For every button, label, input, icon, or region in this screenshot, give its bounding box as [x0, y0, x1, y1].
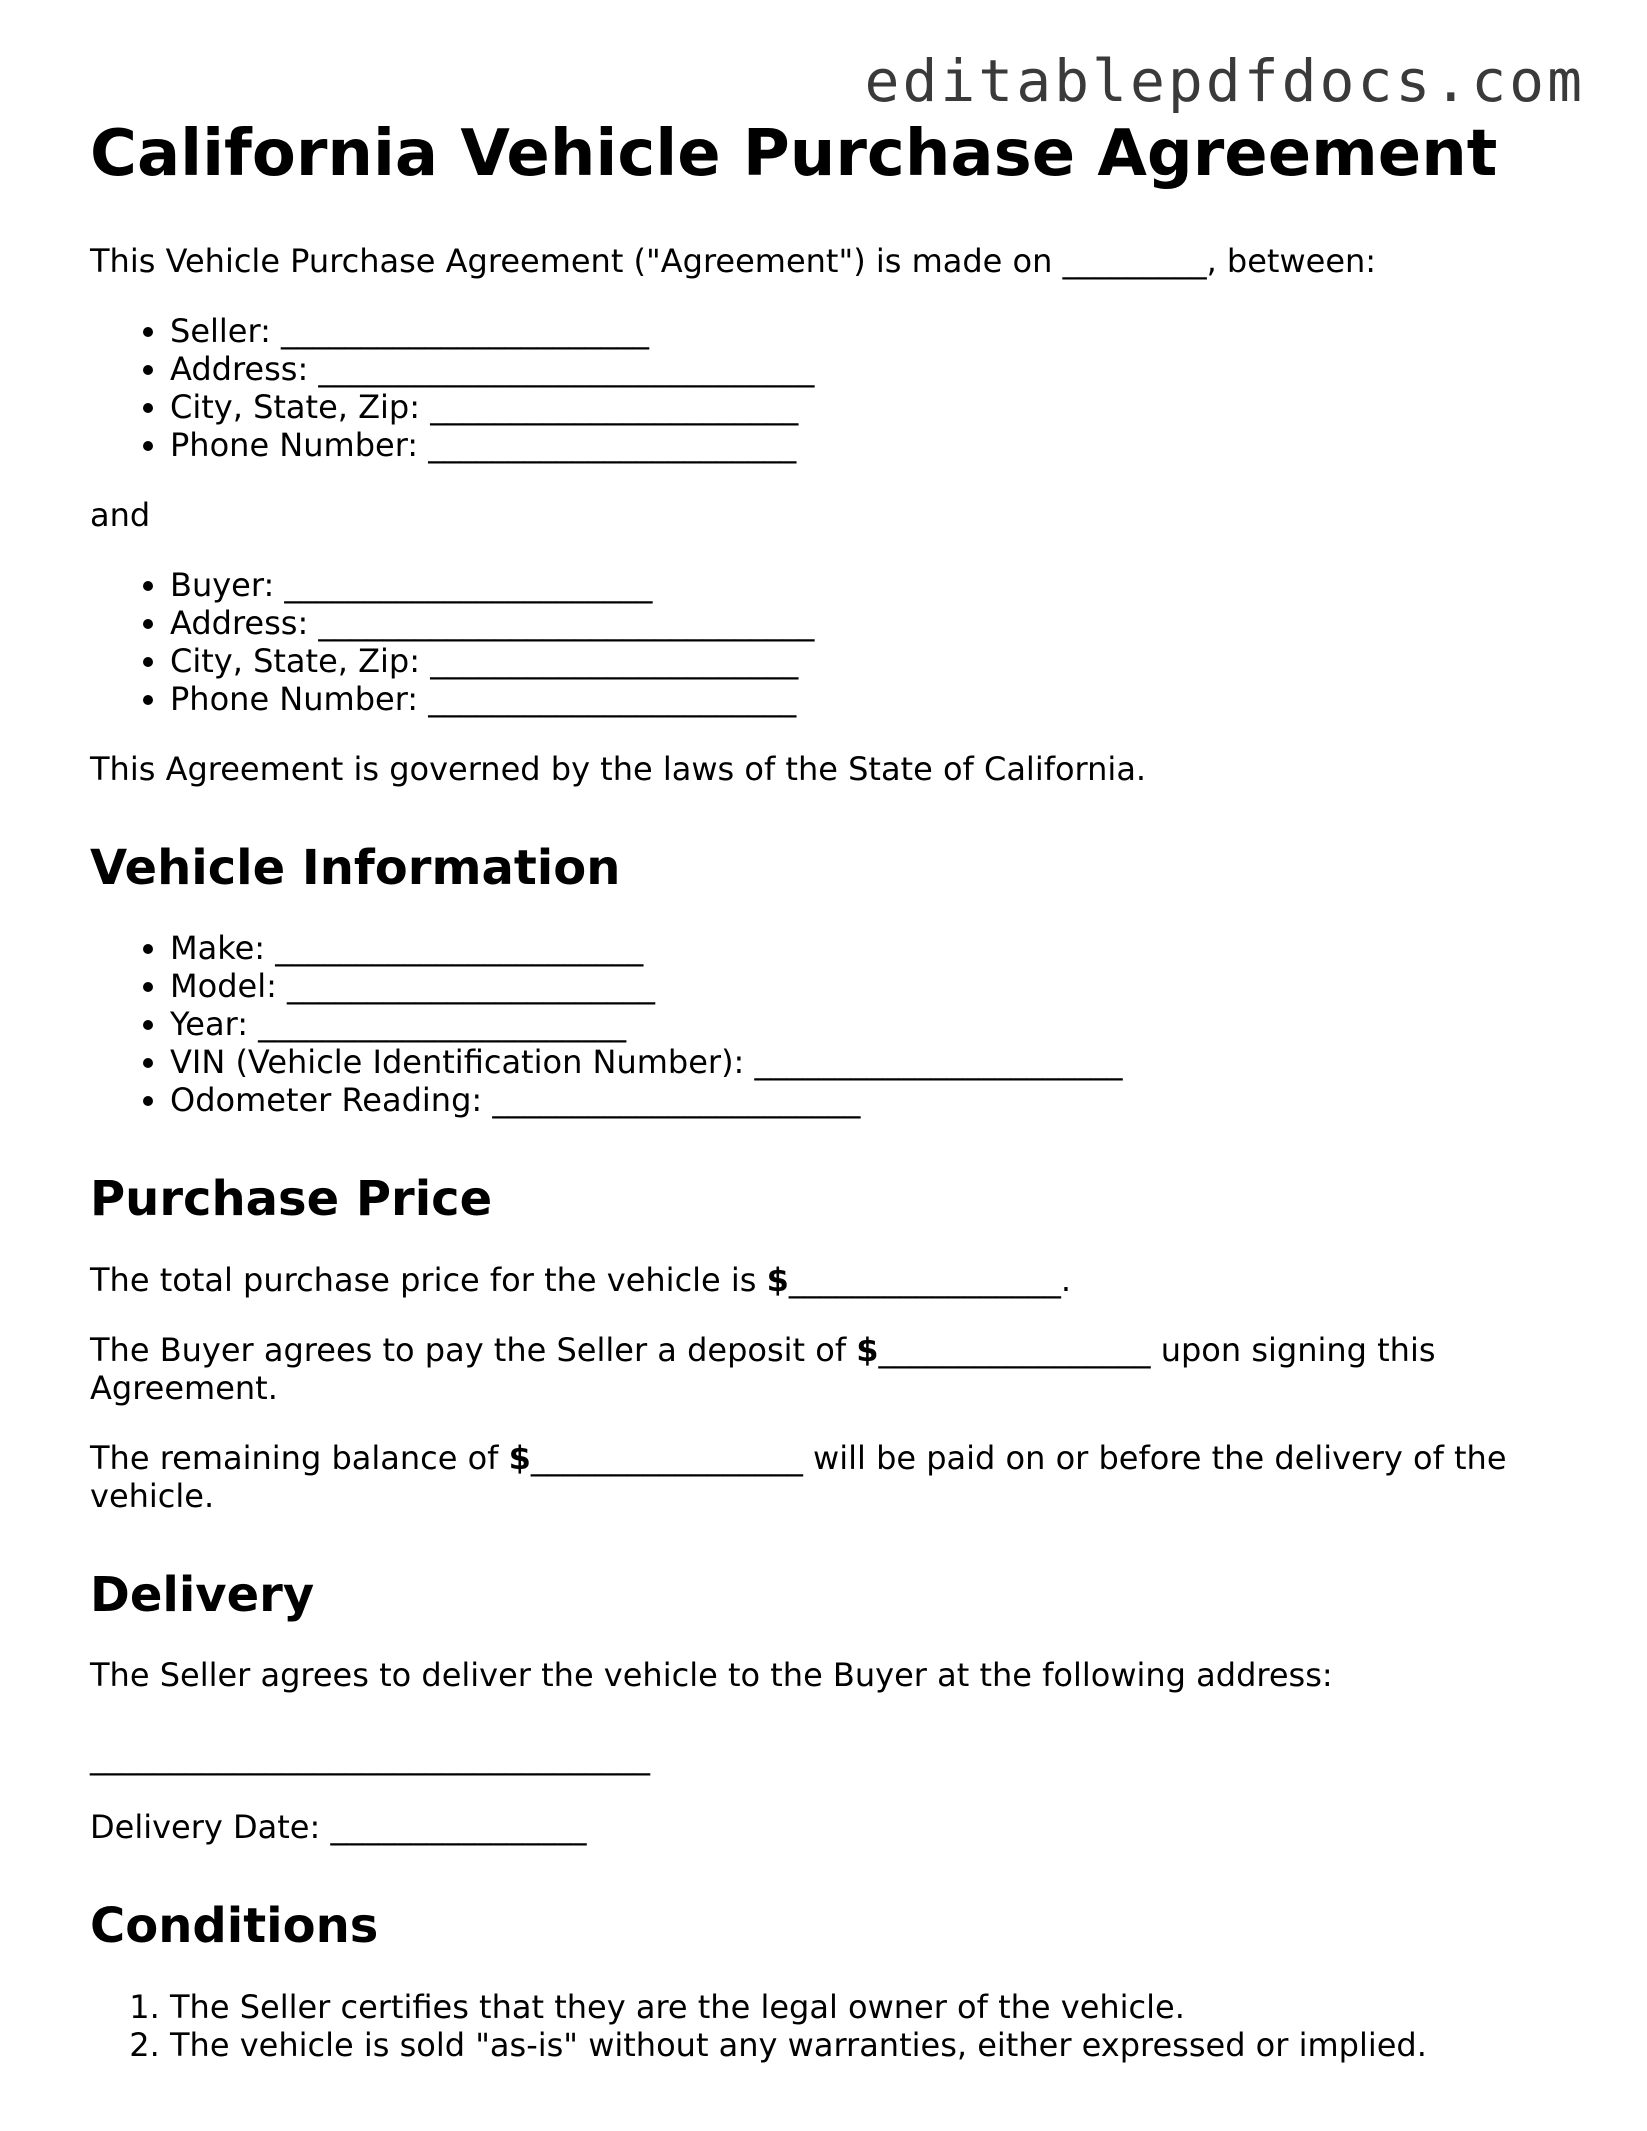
document-title: California Vehicle Purchase Agreement — [90, 117, 1498, 191]
field-label: City, State, Zip: — [170, 387, 421, 426]
balance-text-end: will be paid on or before the delivery of the vehicle. — [90, 1438, 1507, 1515]
seller-phone-blank[interactable]: _______________________ — [428, 425, 797, 464]
currency-symbol: $ — [856, 1330, 879, 1369]
field-label: Year: — [170, 1005, 248, 1044]
balance-text: The remaining balance of — [90, 1438, 509, 1477]
vehicle-fields-list — [90, 929, 1570, 1119]
field-label: Model: — [170, 967, 277, 1006]
conditions-list — [90, 1988, 1570, 2064]
deposit-text-end: upon signing this Agreement. — [90, 1330, 1436, 1407]
field-label: Address: — [170, 349, 309, 388]
currency-symbol: $ — [508, 1438, 531, 1477]
document-page — [90, 110, 1570, 2064]
vehicle-vin-field — [170, 1043, 1570, 1081]
field-label: City, State, Zip: — [170, 641, 421, 680]
seller-city-blank[interactable]: _______________________ — [430, 387, 799, 426]
field-label: Phone Number: — [170, 425, 419, 464]
buyer-name-blank[interactable]: _______________________ — [284, 565, 653, 604]
vehicle-odometer-blank[interactable]: _______________________ — [492, 1081, 861, 1120]
deposit-blank[interactable]: _________________ — [878, 1330, 1151, 1369]
purchase-price-heading: Purchase Price — [90, 1171, 493, 1228]
buyer-fields-list — [90, 566, 1570, 718]
field-label: Seller: — [170, 311, 271, 350]
buyer-name-field — [170, 566, 1570, 604]
condition-item: 1. The Seller certifies that they are the legal owner of the vehicle. — [170, 1988, 1570, 2026]
vehicle-vin-blank[interactable]: _______________________ — [754, 1043, 1123, 1082]
field-label: VIN (Vehicle Identification Number): — [170, 1043, 745, 1082]
intro-text-before: This Vehicle Purchase Agreement ("Agreement") is made on — [90, 241, 1063, 280]
vehicle-make-blank[interactable]: _______________________ — [275, 929, 644, 968]
buyer-city-field — [170, 642, 1570, 680]
buyer-address-blank[interactable]: _______________________________ — [318, 603, 815, 642]
total-price-end: . — [1060, 1260, 1072, 1299]
vehicle-model-field — [170, 967, 1570, 1005]
deposit-paragraph — [90, 1331, 1570, 1407]
field-label: Phone Number: — [170, 679, 419, 718]
field-label: Make: — [170, 929, 266, 968]
total-price-text: The total purchase price for the vehicle is — [90, 1260, 767, 1299]
buyer-phone-blank[interactable]: _______________________ — [428, 679, 797, 718]
field-label: Address: — [170, 603, 309, 642]
watermark: editablepdfdocs.com — [864, 47, 1585, 115]
balance-blank[interactable]: _________________ — [530, 1438, 803, 1477]
delivery-address-blank[interactable]: ___________________________________ — [90, 1738, 650, 1777]
total-price-paragraph — [90, 1261, 1570, 1299]
buyer-address-field — [170, 604, 1570, 642]
delivery-date-label: Delivery Date: — [90, 1808, 321, 1847]
delivery-date-blank[interactable]: ________________ — [330, 1808, 587, 1847]
seller-address-blank[interactable]: _______________________________ — [318, 349, 815, 388]
currency-symbol: $ — [766, 1260, 789, 1299]
intro-paragraph — [90, 242, 1570, 280]
vehicle-year-blank[interactable]: _______________________ — [258, 1005, 627, 1044]
field-label: Odometer Reading: — [170, 1081, 483, 1120]
delivery-date-field — [90, 1808, 1570, 1846]
seller-name-blank[interactable]: _______________________ — [281, 311, 650, 350]
field-label: Buyer: — [170, 565, 275, 604]
seller-address-field — [170, 350, 1570, 388]
vehicle-year-field — [170, 1005, 1570, 1043]
vehicle-information-heading: Vehicle Information — [90, 839, 621, 896]
seller-name-field — [170, 312, 1570, 350]
seller-fields-list — [90, 312, 1570, 464]
agreement-date-blank[interactable]: _________ — [1062, 241, 1207, 280]
delivery-heading: Delivery — [90, 1566, 315, 1623]
intro-text-after: , between: — [1206, 241, 1377, 280]
buyer-phone-field — [170, 680, 1570, 718]
and-text: and — [90, 495, 151, 534]
deposit-text: The Buyer agrees to pay the Seller a deposit of — [90, 1330, 857, 1369]
vehicle-model-blank[interactable]: _______________________ — [287, 967, 656, 1006]
vehicle-odometer-field — [170, 1081, 1570, 1119]
buyer-city-blank[interactable]: _______________________ — [430, 641, 799, 680]
delivery-text: The Seller agrees to deliver the vehicle to the Buyer at the following address: — [90, 1656, 1333, 1695]
vehicle-make-field — [170, 929, 1570, 967]
governing-law-text: This Agreement is governed by the laws of the State of California. — [90, 749, 1147, 788]
condition-item: 2. The vehicle is sold "as-is" without any warranties, either expressed or implied. — [170, 2026, 1570, 2064]
conditions-heading: Conditions — [90, 1898, 379, 1955]
seller-phone-field — [170, 426, 1570, 464]
total-price-blank[interactable]: _________________ — [788, 1260, 1061, 1299]
balance-paragraph — [90, 1439, 1570, 1515]
seller-city-field — [170, 388, 1570, 426]
